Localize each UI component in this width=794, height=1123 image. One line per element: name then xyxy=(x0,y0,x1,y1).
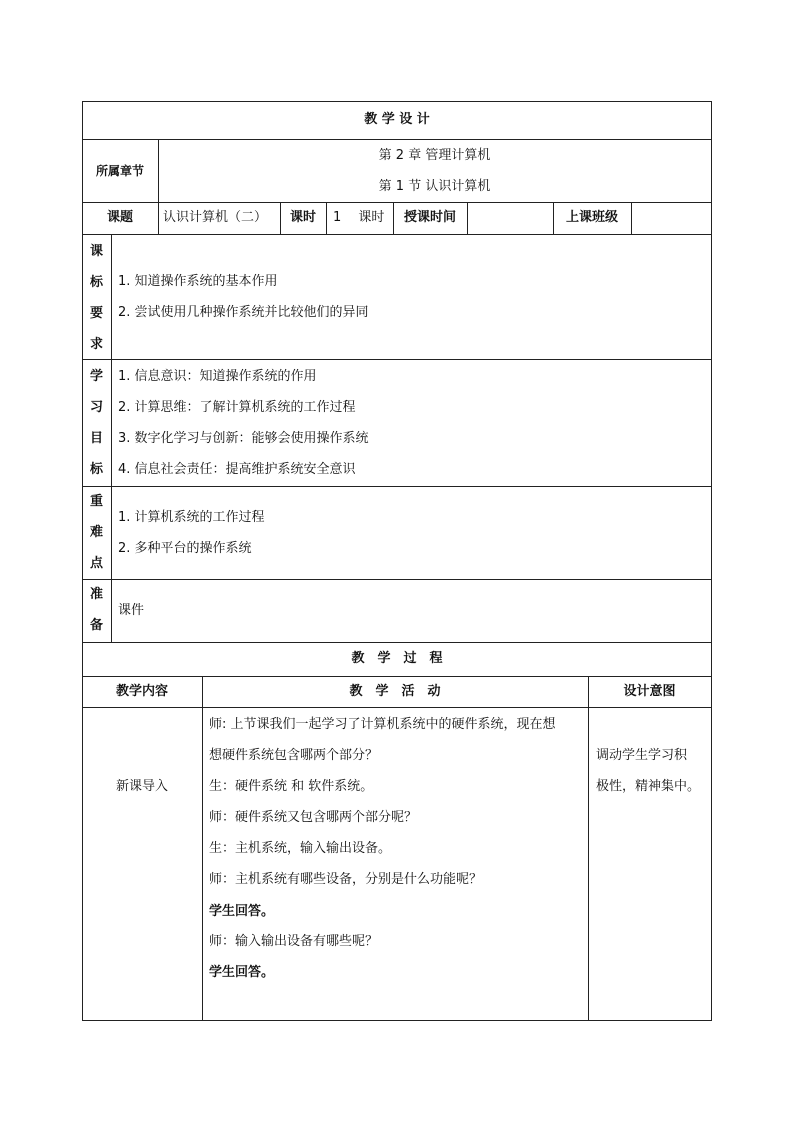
activity-line: 想硬件系统包含哪两个部分？ xyxy=(209,748,379,763)
activity-line: 生：主机系统，输入输出设备。 xyxy=(209,841,392,856)
topic-value: 认识计算机（二） xyxy=(163,210,268,225)
col-line xyxy=(202,676,203,1020)
goal-item: 3. 数字化学习与创新：能够会使用操作系统 xyxy=(118,431,369,446)
goal-item: 4. 信息社会责任：提高维护系统安全意识 xyxy=(118,462,356,477)
col-header-content: 教学内容 xyxy=(115,684,168,699)
col-line xyxy=(588,676,589,1020)
prep-label-char: 准 xyxy=(89,587,103,602)
activity-line: 学生回答。 xyxy=(209,965,275,980)
lesson-text: 第 1 节 认识计算机 xyxy=(378,179,491,194)
col-line xyxy=(326,202,327,234)
row-line xyxy=(82,139,712,140)
section-label: 所属章节 xyxy=(95,164,144,178)
goal-item: 1. 信息意识：知道操作系统的作用 xyxy=(118,369,317,384)
requirements-label-char: 标 xyxy=(89,275,103,290)
requirement-item: 2. 尝试使用几种操作系统并比较他们的异同 xyxy=(118,305,369,320)
topic-label: 课题 xyxy=(106,210,133,225)
col-line xyxy=(467,202,468,234)
activity-line: 师：硬件系统又包含哪两个部分呢？ xyxy=(209,810,418,825)
col-line xyxy=(111,234,112,642)
col-header-intent: 设计意图 xyxy=(623,684,676,699)
chapter-text: 第 2 章 管理计算机 xyxy=(378,148,491,163)
difficulty-item: 2. 多种平台的操作系统 xyxy=(118,541,252,556)
hours-value: 1 课时 xyxy=(333,210,385,225)
table-border-right xyxy=(711,101,712,1020)
page-title: 教 学 设 计 xyxy=(364,112,430,127)
process-title: 教 学 过 程 xyxy=(351,651,443,666)
row-line xyxy=(82,579,712,580)
goals-label-char: 标 xyxy=(89,462,103,477)
col-line xyxy=(631,202,632,234)
activity-line: 师：输入输出设备有哪些呢？ xyxy=(209,934,379,949)
activity-line: 生：硬件系统 和 软件系统。 xyxy=(209,779,374,794)
intent-line: 调动学生学习积 xyxy=(596,748,688,763)
row-line xyxy=(82,707,712,708)
difficulties-label-char: 难 xyxy=(89,525,103,540)
col-header-activity: 教 学 活 动 xyxy=(349,684,441,699)
difficulties-label-char: 重 xyxy=(89,494,103,509)
row-line xyxy=(82,202,712,203)
time-label: 授课时间 xyxy=(403,210,456,225)
prep-value: 课件 xyxy=(118,603,145,618)
table-border-bottom xyxy=(82,1020,712,1021)
difficulties-label-char: 点 xyxy=(89,556,103,571)
goals-label-char: 学 xyxy=(89,369,103,384)
row-line xyxy=(82,359,712,360)
prep-label-char: 备 xyxy=(89,618,103,633)
class-label: 上课班级 xyxy=(565,210,618,225)
hours-label: 课时 xyxy=(289,210,316,225)
difficulty-item: 1. 计算机系统的工作过程 xyxy=(118,510,265,525)
row-line xyxy=(82,642,712,643)
activity-line: 师: 上节课我们一起学习了计算机系统中的硬件系统，现在想 xyxy=(209,717,556,732)
row-line xyxy=(82,676,712,677)
row-line xyxy=(82,234,712,235)
goals-label-char: 习 xyxy=(89,400,103,415)
goal-item: 2. 计算思维：了解计算机系统的工作过程 xyxy=(118,400,356,415)
row-content-label: 新课导入 xyxy=(115,779,168,794)
requirements-label-char: 课 xyxy=(89,244,103,259)
row-line xyxy=(82,486,712,487)
requirements-label-char: 求 xyxy=(89,337,103,352)
requirements-label-char: 要 xyxy=(89,306,103,321)
goals-label-char: 目 xyxy=(89,431,103,446)
requirement-item: 1. 知道操作系统的基本作用 xyxy=(118,274,278,289)
activity-line: 师：主机系统有哪些设备，分别是什么功能呢？ xyxy=(209,872,483,887)
activity-line: 学生回答。 xyxy=(209,904,275,919)
intent-line: 极性，精神集中。 xyxy=(596,779,701,794)
table-border-top xyxy=(82,101,712,102)
